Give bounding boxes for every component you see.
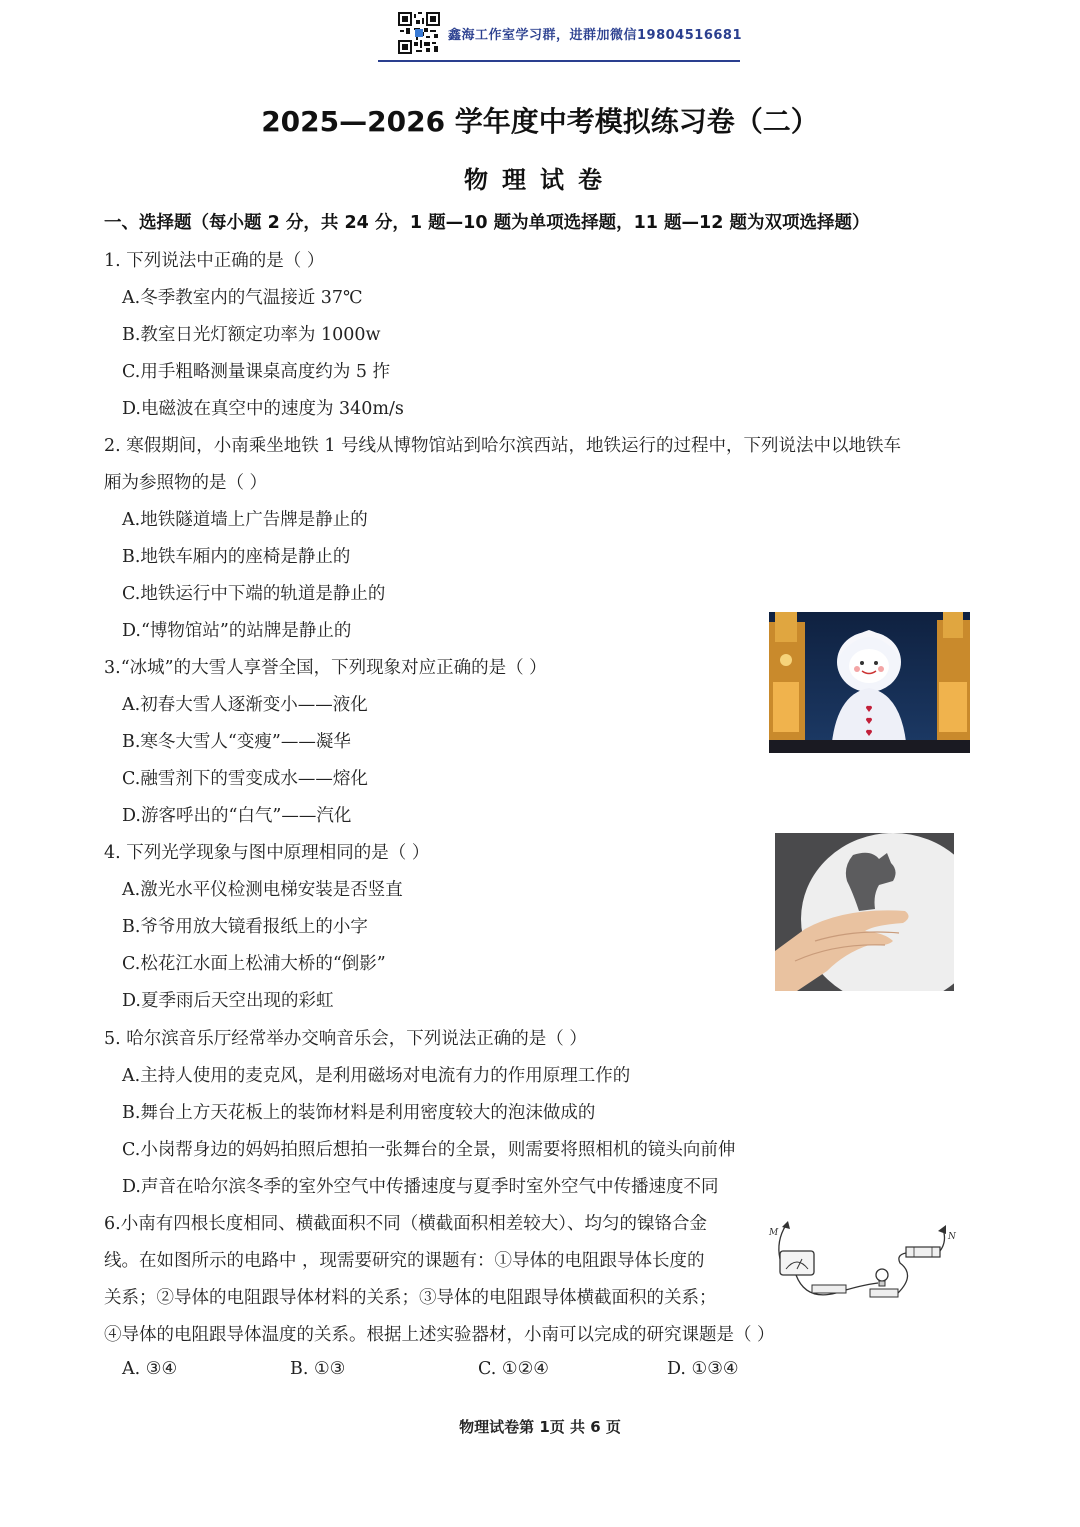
question-5-option-d: D.声音在哈尔滨冬季的室外空气中传播速度与夏季时室外空气中传播速度不同 [122, 1177, 719, 1197]
question-6-stem-line4: ④导体的电阻跟导体温度的关系。根据上述实验器材，小南可以完成的研究课题是（ ） [104, 1325, 775, 1345]
hand-shadow-photo [775, 833, 954, 991]
label-n: N [948, 1232, 956, 1242]
question-1-option-a: A.冬季教室内的气温接近 37℃ [122, 288, 363, 308]
section-heading: 一、选择题（每小题 2 分，共 24 分，1 题—10 题为单项选择题，11 题—12 题为双项选择题） [104, 213, 870, 233]
question-4-option-c: C.松花江水面上松浦大桥的“倒影” [122, 954, 386, 974]
question-3-stem: 3.“冰城”的大雪人享誉全国，下列现象对应正确的是（ ） [104, 658, 547, 678]
question-3-option-d: D.游客呼出的“白气”——汽化 [122, 806, 352, 826]
question-2-option-c: C.地铁运行中下端的轨道是静止的 [122, 584, 386, 604]
label-m: M [769, 1228, 779, 1238]
question-2-stem-line1: 2. 寒假期间，小南乘坐地铁 1 号线从博物馆站到哈尔滨西站，地铁运行的过程中，下列说法中以地铁车 [104, 436, 902, 456]
banner-underline [378, 60, 740, 62]
question-4-option-b: B.爷爷用放大镜看报纸上的小字 [122, 917, 368, 937]
question-2-option-d: D.“博物馆站”的站牌是静止的 [122, 621, 352, 641]
question-6-stem-line3: 关系；②导体的电阻跟导体材料的关系；③导体的电阻跟导体横截面积的关系； [104, 1288, 717, 1308]
question-2-option-b: B.地铁车厢内的座椅是静止的 [122, 547, 351, 567]
question-6-option-a: A. ③④ [122, 1359, 178, 1379]
question-6-stem-line2: 线。在如图所示的电路中 ，现需要研究的课题有：①导体的电阻跟导体长度的 [104, 1251, 705, 1271]
qr-code-icon [398, 12, 440, 54]
question-1-stem: 1. 下列说法中正确的是（ ） [104, 251, 325, 271]
question-1-option-b: B.教室日光灯额定功率为 1000w [122, 325, 381, 345]
question-6-option-d: D. ①③④ [667, 1359, 739, 1379]
banner-text: 鑫海工作室学习群，进群加微信19804516681 [448, 28, 742, 43]
page-title: 2025—2026 学年度中考模拟练习卷（二） [261, 105, 819, 138]
question-3-option-a: A.初春大雪人逐渐变小——液化 [122, 695, 368, 715]
top-banner [378, 8, 742, 60]
page-footer: 物理试卷第 1页 共 6 页 [459, 1418, 621, 1436]
question-1-option-d: D.电磁波在真空中的速度为 340m/s [122, 399, 404, 419]
question-4-option-d: D.夏季雨后天空出现的彩虹 [122, 991, 334, 1011]
question-5-option-c: C.小岗帮身边的妈妈拍照后想拍一张舞台的全景，则需要将照相机的镜头向前伸 [122, 1140, 736, 1160]
snowman-photo [769, 612, 970, 753]
question-1-option-c: C.用手粗略测量课桌高度约为 5 拃 [122, 362, 391, 382]
question-2-option-a: A.地铁隧道墙上广告牌是静止的 [122, 510, 368, 530]
question-3-option-b: B.寒冬大雪人“变瘦”——凝华 [122, 732, 351, 752]
question-6-stem-line1: 6.小南有四根长度相同、横截面积不同（横截面积相差较大）、均匀的镍铬合金 [104, 1214, 707, 1234]
question-6-option-c: C. ①②④ [478, 1359, 549, 1379]
question-5-option-a: A.主持人使用的麦克风，是利用磁场对电流有力的作用原理工作的 [122, 1066, 631, 1086]
question-5-stem: 5. 哈尔滨音乐厅经常举办交响音乐会，下列说法正确的是（ ） [104, 1029, 587, 1049]
question-5-option-b: B.舞台上方天花板上的装饰材料是利用密度较大的泡沫做成的 [122, 1103, 596, 1123]
question-6-option-b: B. ①③ [290, 1359, 346, 1379]
question-4-stem: 4. 下列光学现象与图中原理相同的是（ ） [104, 843, 430, 863]
question-2-stem-line2: 厢为参照物的是（ ） [104, 473, 268, 493]
page-subtitle: 物理试卷 [464, 166, 616, 194]
circuit-diagram [766, 1213, 962, 1309]
question-3-option-c: C.融雪剂下的雪变成水——熔化 [122, 769, 368, 789]
question-4-option-a: A.激光水平仪检测电梯安装是否竖直 [122, 880, 403, 900]
